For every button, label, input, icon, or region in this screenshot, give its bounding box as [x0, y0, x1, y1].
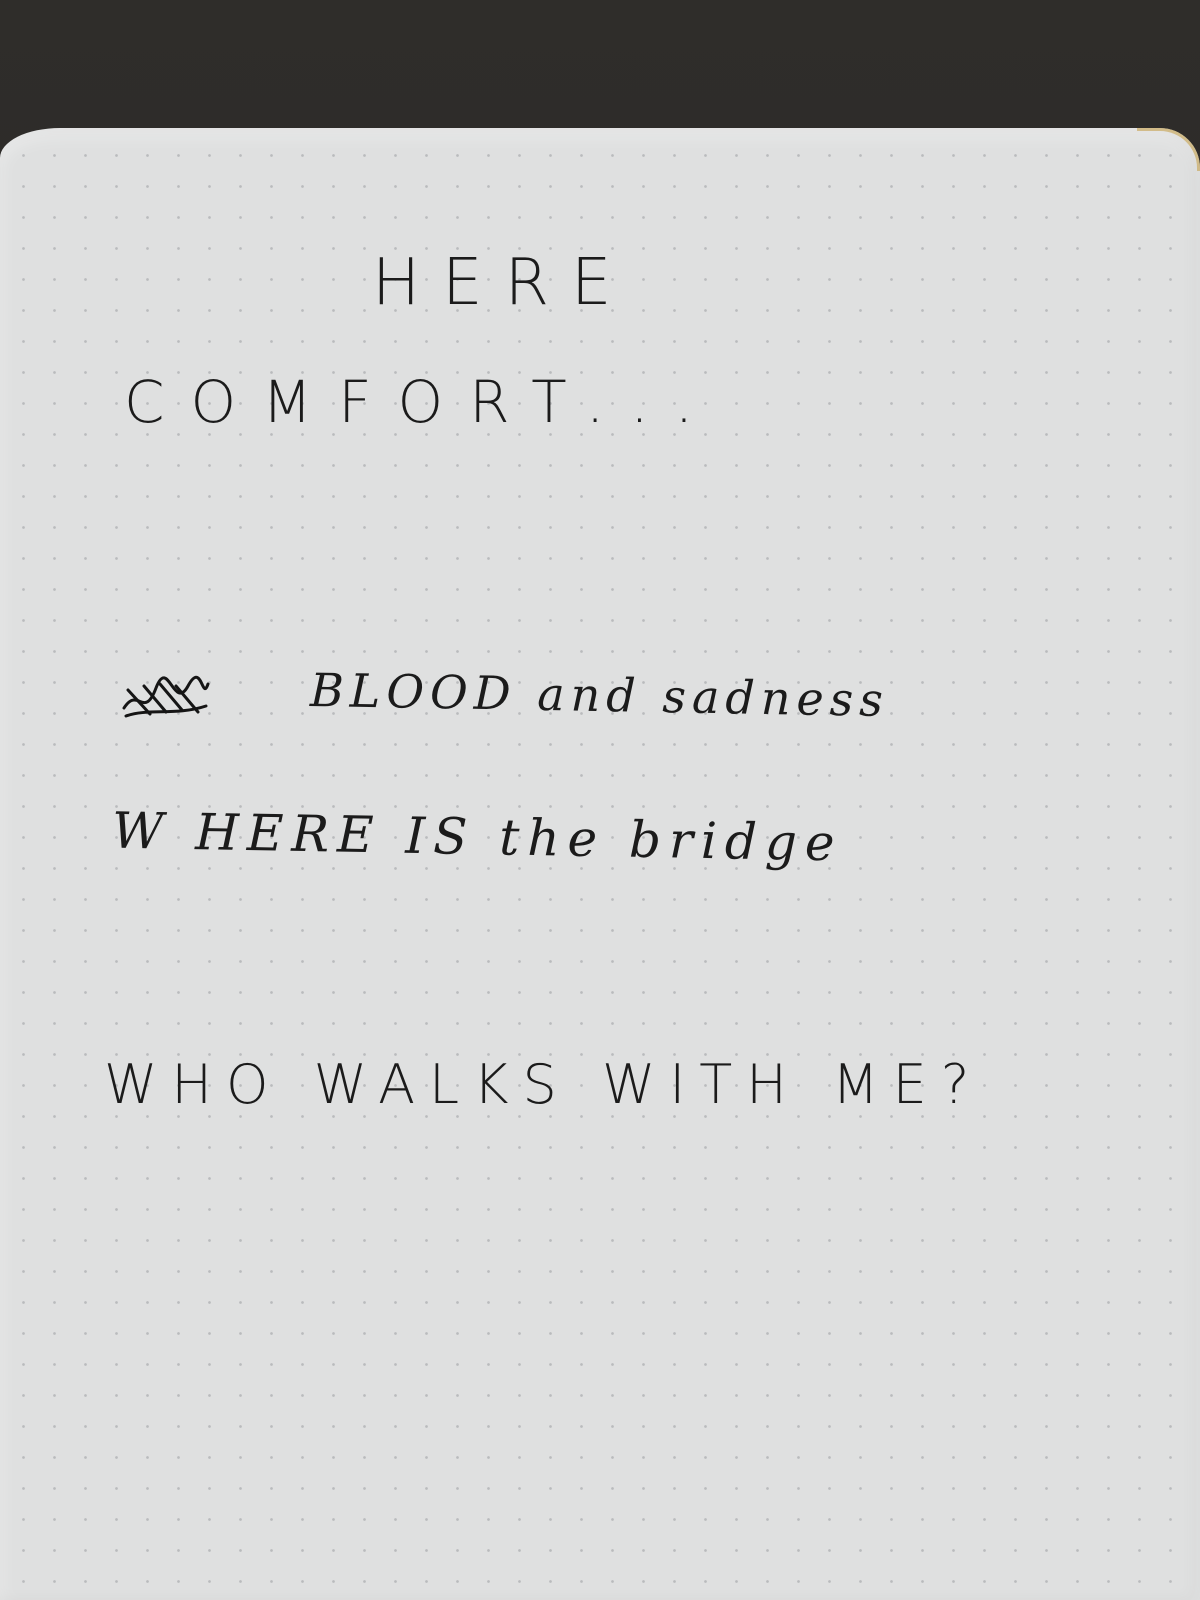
handwritten-line-here: HERE — [372, 246, 634, 320]
handwritten-line-where-is-the-bridge: W HERE IS the bridge — [111, 801, 844, 873]
handwritten-line-who-walks-with-me: WHO WALKS WITH ME? — [104, 1053, 984, 1116]
crossed-out-scribble — [120, 668, 212, 724]
handwritten-line-blood-and-sadness: BLOOD and sadness — [309, 662, 890, 728]
handwritten-line-comfort: COMFORT... — [124, 368, 720, 436]
notebook-page — [0, 128, 1200, 1600]
